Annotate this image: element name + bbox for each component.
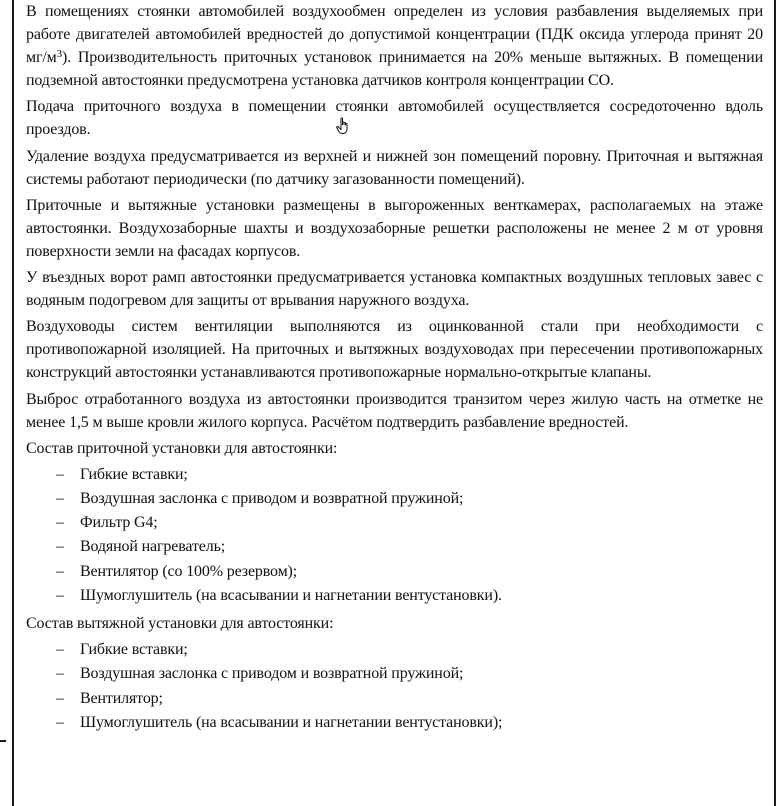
list-item-text: Гибкие вставки;	[80, 641, 188, 659]
list-item-text: Шумоглушитель (на всасывании и нагнетании вентустановки).	[80, 586, 502, 604]
list-item	[26, 463, 763, 487]
paragraph-vent-chambers: Приточные и вытяжные установки размещены в выгороженных венткамерах, располагаемых на этаже автостоянки. Воздухозаборные шахты и воздухозаборные решетки расположены не менее 2 м от уровня поверхности земли на фасадах корпусов.	[26, 196, 763, 260]
list-dash: –	[56, 514, 64, 532]
document-body	[26, 0, 763, 739]
list-dash: –	[56, 489, 64, 507]
paragraph-air-removal: Удаление воздуха предусматривается из верхней и нижней зон помещений поровну. Приточная и вытяжная системы работают периодически (по датчику загазованности помещений).	[26, 147, 763, 188]
supply-unit-heading: Состав приточной установки для автостоянки:	[26, 439, 338, 457]
paragraph-air-exchange-text-b: ). Производительность приточных установок принимается на 20% меньше вытяжных. В помещении подземной автостоянки предусмотрена установка датчиков контроля концентрации СО.	[26, 49, 763, 90]
paragraph-ducts: Воздуховоды систем вентиляции выполняются из оцинкованной стали при необходимости с противопожарной изоляцией. На приточных и вытяжных воздуховодах при пересечении противопожарных конструкций автостоянки устанавливаются противопожарные нормально-открытые клапаны.	[26, 318, 763, 382]
paragraph-air-exchange-text-a: В помещениях стоянки автомобилей воздухообмен определен из условия разбавления выделяемых при работе двигателей автомобилей вредностей до допустимой концентрации (ПДК оксида углерода принят 20 мг/м	[26, 3, 763, 67]
list-dash: –	[56, 562, 64, 580]
exhaust-unit-list	[26, 638, 763, 735]
list-item-text: Фильтр G4;	[80, 514, 158, 532]
list-dash: –	[56, 538, 64, 556]
list-dash: –	[56, 665, 64, 683]
paragraph-air-exchange	[26, 0, 763, 92]
list-dash: –	[56, 689, 64, 707]
list-item-text: Воздушная заслонка с приводом и возвратной пружиной;	[80, 489, 464, 507]
list-item-text: Водяной нагреватель;	[80, 538, 226, 556]
list-dash: –	[56, 586, 64, 604]
list-item	[26, 687, 763, 711]
list-item-text: Шумоглушитель (на всасывании и нагнетании вентустановки);	[80, 713, 503, 731]
list-item-text: Воздушная заслонка с приводом и возвратной пружиной;	[80, 665, 464, 683]
paragraph-exhaust-release: Выброс отработанного воздуха из автостоянки производится транзитом через жилую часть на отметке не менее 1,5 м выше кровли жилого корпуса. Расчётом подтвердить разбавление вредностей.	[26, 390, 763, 431]
document-page	[12, 0, 776, 806]
list-item	[26, 662, 763, 686]
paragraph-supply-air: Подача приточного воздуха в помещении стоянки автомобилей осуществляется сосредоточенно вдоль проездов.	[26, 98, 763, 139]
list-dash: –	[56, 465, 64, 483]
list-item-text: Вентилятор;	[80, 689, 163, 707]
paragraph-air-curtains: У въездных ворот рамп автостоянки предусматривается установка компактных воздушных тепловых завес с водяным подогревом для защиты от врывания наружного воздуха.	[26, 269, 763, 310]
list-item	[26, 560, 763, 584]
superscript-cubed: 3	[56, 48, 63, 61]
list-item	[26, 638, 763, 662]
page-edge-mark	[0, 740, 6, 742]
list-item-text: Гибкие вставки;	[80, 465, 188, 483]
list-item	[26, 535, 763, 559]
list-item	[26, 511, 763, 535]
list-item	[26, 487, 763, 511]
exhaust-unit-heading: Состав вытяжной установки для автостоянки:	[26, 615, 334, 632]
list-dash: –	[56, 641, 64, 659]
supply-unit-list	[26, 463, 763, 608]
list-dash: –	[56, 713, 64, 731]
list-item-text: Вентилятор (со 100% резервом);	[80, 562, 298, 580]
list-item	[26, 584, 763, 608]
hand-pointer-icon	[336, 117, 352, 135]
list-item	[26, 711, 763, 735]
